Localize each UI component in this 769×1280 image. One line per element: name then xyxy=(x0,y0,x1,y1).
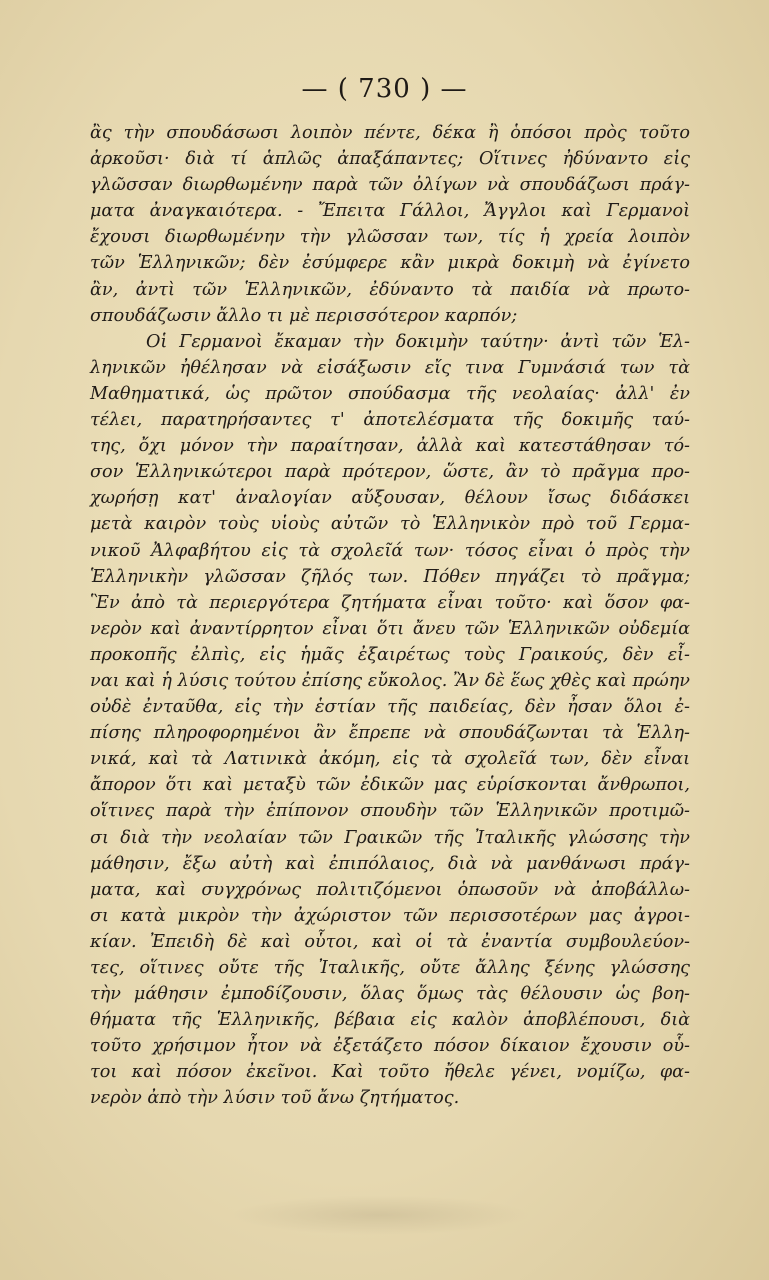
text-line: ἄπορον ὅτι καὶ μεταξὺ τῶν ἐδικῶν μας εὑρίσκονται ἄνθρωποι, xyxy=(90,775,690,796)
text-line: ληνικῶν ἠθέλησαν νὰ εἰσάξωσιν εἴς τινα Γυμνάσιά των τὰ xyxy=(90,357,690,378)
text-line: τῶν Ἑλληνικῶν; δὲν ἐσύμφερε κἂν μικρὰ δοκιμὴ νὰ ἐγίνετο xyxy=(90,253,690,274)
page-body-text xyxy=(90,120,690,1112)
text-line: ματα, καὶ συγχρόνως πολιτιζόμενοι ὁπωσοῦν νὰ ἀποβάλλω- xyxy=(90,879,690,900)
text-line: Μαθηματικά, ὡς πρῶτον σπούδασμα τῆς νεολαίας· ἀλλ' ἐν xyxy=(90,383,690,404)
text-line: ἂς τὴν σπουδάσωσι λοιπὸν πέντε, δέκα ἢ ὁπόσοι πρὸς τοῦτο xyxy=(90,123,690,143)
text-line: σι διὰ τὴν νεολαίαν τῶν Γραικῶν τῆς Ἰταλικῆς γλώσσης τὴν xyxy=(90,827,690,848)
text-line: σι κατὰ μικρὸν τὴν ἀχώριστον τῶν περισσοτέρων μας ἀγροι- xyxy=(90,905,690,926)
text-line: Ἓν ἀπὸ τὰ περιεργότερα ζητήματα εἶναι τοῦτο· καὶ ὅσον φα- xyxy=(90,592,690,613)
text-line: τοι καὶ πόσον ἐκεῖνοι. Καὶ τοῦτο ἤθελε γένει, νομίζω, φα- xyxy=(90,1062,690,1083)
text-line: ἔχουσι διωρθωμένην τὴν γλῶσσαν των, τίς ἡ χρεία λοιπὸν xyxy=(90,227,690,248)
text-line: σον Ἑλληνικώτεροι παρὰ πρότερον, ὥστε, ἂν τὸ πρᾶγμα προ- xyxy=(90,462,690,483)
text-line: οὐδὲ ἐνταῦθα, εἰς τὴν ἑστίαν τῆς παιδείας, δὲν ἦσαν ὅλοι ἐ- xyxy=(90,697,690,718)
text-line: προκοπῆς ἐλπὶς, εἰς ἡμᾶς ἐξαιρέτως τοὺς Γραικούς, δὲν εἶ- xyxy=(90,644,690,665)
text-line: κίαν. Ἐπειδὴ δὲ καὶ οὗτοι, καὶ οἱ τὰ ἐναντία συμβουλεύον- xyxy=(90,931,690,952)
text-line: Ἑλληνικὴν γλῶσσαν ζῆλός των. Πόθεν πηγάζει τὸ πρᾶγμα; xyxy=(90,566,690,587)
text-line: τοῦτο χρήσιμον ἦτον νὰ ἐξετάζετο πόσον δίκαιον ἔχουσιν οὗ- xyxy=(90,1036,690,1057)
page-number-header: — ( 730 ) — xyxy=(301,74,468,104)
text-line: μάθησιν, ἔξω αὐτὴ καὶ ἐπιπόλαιος, διὰ νὰ μανθάνωσι πράγ- xyxy=(90,853,690,874)
text-line: πίσης πληροφορημένοι ἂν ἔπρεπε νὰ σπουδάζωνται τὰ Ἑλλη- xyxy=(90,723,690,744)
text-line: μετὰ καιρὸν τοὺς υἱοὺς αὐτῶν τὸ Ἑλληνικὸν πρὸ τοῦ Γερμα- xyxy=(90,514,690,535)
paragraph-end-line: σπουδάζωσιν ἄλλο τι μὲ περισσότερον καρπόν; xyxy=(90,305,518,326)
text-line: τέλει, παρατηρήσαντες τ' ἀποτελέσματα τῆς δοκιμῆς ταύ- xyxy=(90,410,690,431)
text-line: της, ὄχι μόνον τὴν παραίτησαν, ἀλλὰ καὶ κατεστάθησαν τό- xyxy=(90,436,690,457)
paragraph-end-line: νερὸν ἀπὸ τὴν λύσιν τοῦ ἄνω ζητήματος. xyxy=(90,1088,460,1109)
text-line: οἵτινες παρὰ τὴν ἐπίπονον σπουδὴν τῶν Ἑλληνικῶν προτιμῶ- xyxy=(90,801,690,822)
text-line: ἂν, ἀντὶ τῶν Ἑλληνικῶν, ἐδύναντο τὰ παιδία νὰ πρωτο- xyxy=(90,279,690,300)
text-line: γλῶσσαν διωρθωμένην παρὰ τῶν ὀλίγων νὰ σπουδάζωσι πράγ- xyxy=(90,175,690,196)
text-line: ἀρκοῦσι· διὰ τί ἁπλῶς ἀπαξάπαντες; Οἵτινες ἠδύναντο εἰς xyxy=(90,149,690,170)
text-line: ναι καὶ ἡ λύσις τούτου ἐπίσης εὔκολος. Ἂν δὲ ἕως χθὲς καὶ πρώην xyxy=(90,670,690,691)
text-line: χωρήσῃ κατ' ἀναλογίαν αὔξουσαν, θέλουν ἴσως διδάσκει xyxy=(90,488,690,509)
text-line: ματα ἀναγκαιότερα. - Ἔπειτα Γάλλοι, Ἄγγλοι καὶ Γερμανοὶ xyxy=(90,201,690,222)
text-line: τὴν μάθησιν ἐμποδίζουσιν, ὅλας ὅμως τὰς θέλουσιν ὡς βοη- xyxy=(90,984,690,1005)
text-line: θήματα τῆς Ἑλληνικῆς, βέβαια εἰς καλὸν ἀποβλέπουσι, διὰ xyxy=(90,1010,690,1031)
text-line: νικά, καὶ τὰ Λατινικὰ ἀκόμη, εἰς τὰ σχολεῖά των, δὲν εἶναι xyxy=(90,749,690,770)
paragraph-start-line: Οἱ Γερμανοὶ ἔκαμαν τὴν δοκιμὴν ταύτην· ἀντὶ τῶν Ἑλ- xyxy=(146,331,690,352)
text-line: νικοῦ Ἀλφαβήτου εἰς τὰ σχολεῖά των· τόσος εἶναι ὁ πρὸς τὴν xyxy=(90,540,690,561)
ink-bleed-through xyxy=(230,1195,530,1235)
text-line: τες, οἵτινες οὔτε τῆς Ἰταλικῆς, οὔτε ἄλλης ξένης γλώσσης xyxy=(90,958,690,978)
text-line: νερὸν καὶ ἀναντίρρητον εἶναι ὅτι ἄνευ τῶν Ἑλληνικῶν οὐδεμία xyxy=(90,618,690,639)
